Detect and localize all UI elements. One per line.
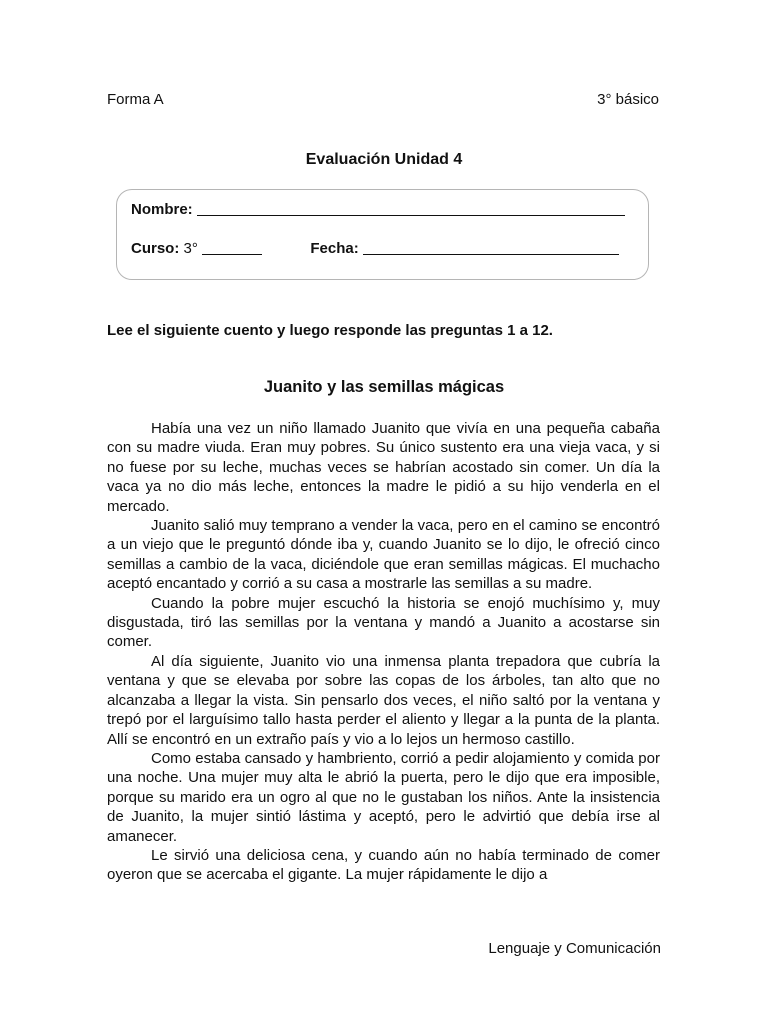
story-title: Juanito y las semillas mágicas: [263, 378, 505, 396]
date-label: Fecha:: [310, 240, 359, 257]
story-paragraph: Cuando la pobre mujer escuchó la historia se enojó muchísimo y, muy disgustada, tiró las semillas por la ventana y mandó a Juanito a acostarse sin comer.: [107, 594, 660, 651]
page-header-form: Forma A: [107, 91, 164, 108]
name-row: [131, 200, 625, 218]
name-field-line[interactable]: [197, 200, 625, 216]
course-field-line[interactable]: [202, 239, 262, 255]
instruction-text: Lee el siguiente cuento y luego responde las preguntas 1 a 12.: [107, 322, 553, 339]
page-footer: Lenguaje y Comunicación: [488, 940, 661, 957]
story-paragraph: Había una vez un niño llamado Juanito que vivía en una pequeña cabaña con su madre viuda. Eran muy pobres. Su único sustento era una vieja vaca, y si no fuese por su leche, muchas veces se habrían acostado sin comer. Un día la vaca ya no dio más leche, entonces la madre le pidió a su hijo venderla en el mercado.: [107, 420, 660, 515]
page-title: Evaluación Unidad 4: [305, 151, 463, 168]
course-label: Curso:: [131, 240, 180, 257]
student-info-box: [116, 189, 649, 280]
story-paragraph: Juanito salió muy temprano a vender la vaca, pero en el camino se encontró a un viejo que le preguntó dónde iba y, cuando Juanito se lo dijo, le ofreció cinco semillas a cambio de la vaca, diciéndole que eran semillas mágicas. El muchacho aceptó encantado y corrió a su casa a mostrarle las semillas a su madre.: [107, 517, 660, 593]
story-paragraph: Le sirvió una deliciosa cena, y cuando aún no había terminado de comer oyeron que se acercaba el gigante. La mujer rápidamente le dijo a: [107, 846, 660, 884]
name-label: Nombre:: [131, 201, 193, 218]
story-paragraph: Como estaba cansado y hambriento, corrió a pedir alojamiento y comida por una noche. Una mujer muy alta le abrió la puerta, pero le dijo que era imposible, porque su marido era un ogro al que no le gustaban los niños. Ante la insistencia de Juanito, la mujer sintió lástima y aceptó, pero le advirtió que debía irse al amanecer.: [107, 749, 660, 845]
course-value: 3°: [183, 240, 198, 257]
story-paragraph: Al día siguiente, Juanito vio una inmensa planta trepadora que cubría la ventana y que se elevaba por sobre las copas de los árboles, tan alto que no alcanzaba a llegar la vista. Sin pensarlo dos veces, el niño saltó por la ventana y trepó por el larguísimo tallo hasta perder el aliento y llegar a la punta de la planta. Allí se encontró en un extraño país y vio a lo lejos un hermoso castillo.: [107, 652, 660, 748]
story-body: [107, 419, 660, 921]
date-field-line[interactable]: [363, 239, 619, 255]
course-date-row: [131, 239, 619, 257]
page-header-grade: 3° básico: [597, 91, 659, 108]
